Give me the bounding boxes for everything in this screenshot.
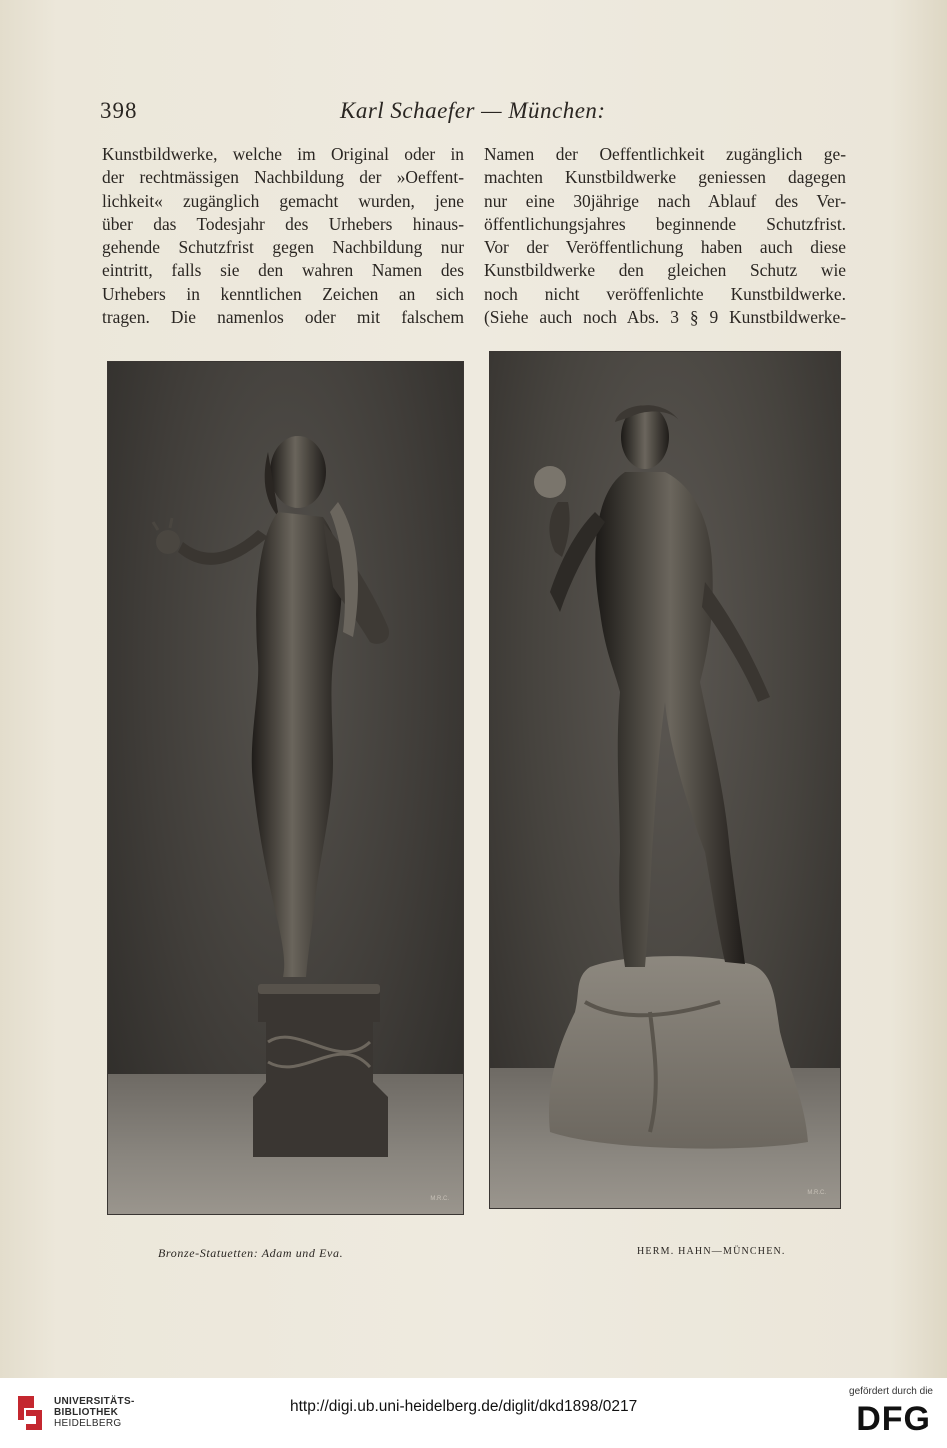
photo-plate-adam-statuette [490,352,840,1208]
photo-plate-eve-statuette [108,362,463,1214]
text-line: Namen der Oeffentlichkeit zugänglich ge- [484,144,846,164]
library-name-line: HEIDELBERG [54,1418,122,1429]
text-line: Urhebers in kenntlichen Zeichen an sich [102,283,464,304]
text-line: Kunstbildwerke den gleichen Schutz wie [484,260,846,281]
library-name-line: BIBLIOTHEK [54,1407,119,1418]
page-header [100,98,860,128]
running-title: Karl Schaefer — München: [340,98,606,123]
dfg-logo: DFG [856,1400,931,1438]
permalink-url[interactable]: http://digi.ub.uni-heidelberg.de/diglit/dkd1898/0217 [290,1398,638,1415]
text-line: eintritt, falls sie den wahren Namen des [102,260,464,281]
text-line: öffentlichungsjahres beginnende Schutzfrist. [484,213,846,234]
funded-by-label: gefördert durch die [849,1386,933,1397]
plate-engraver-mark: M.R.C. [807,1190,826,1196]
text-column-left [102,143,464,329]
text-line: über das Todesjahr des Urhebers hinaus- [102,213,464,234]
text-line: der rechtmässigen Nachbildung der »Oeffent- [102,167,464,188]
library-name [54,1396,135,1429]
text-line: machten Kunstbildwerke geniessen dagegen [484,167,846,188]
adam-statuette-figure [490,352,840,1208]
digitization-footer [0,1378,947,1448]
text-line: noch nicht veröffenlichte Kunstbildwerke. [484,283,846,304]
eve-statuette-figure [108,362,463,1214]
library-logo-icon [14,1392,46,1434]
text-line: (Siehe auch noch Abs. 3 § 9 Kunstbildwerke- [484,307,846,328]
text-line: tragen. Die namenlos oder mit falschem [102,307,464,328]
figure-caption-right: HERM. HAHN—MÜNCHEN. [637,1246,786,1257]
plate-engraver-mark: M.R.C. [430,1196,449,1202]
text-line: Kunstbildwerke, welche im Original oder in [102,144,464,164]
text-line: lichkeit« zugänglich gemacht wurden, jene [102,190,464,211]
text-line: gehende Schutzfrist gegen Nachbildung nur [102,237,464,258]
text-line: Vor der Veröffentlichung haben auch diese [484,237,846,258]
page-number: 398 [100,98,138,123]
figure-caption-left: Bronze-Statuetten: Adam und Eva. [158,1246,344,1260]
text-column-right [484,143,846,329]
text-line: nur eine 30jährige nach Ablauf des Ver- [484,190,846,211]
library-name-line: UNIVERSITÄTS- [54,1396,135,1407]
